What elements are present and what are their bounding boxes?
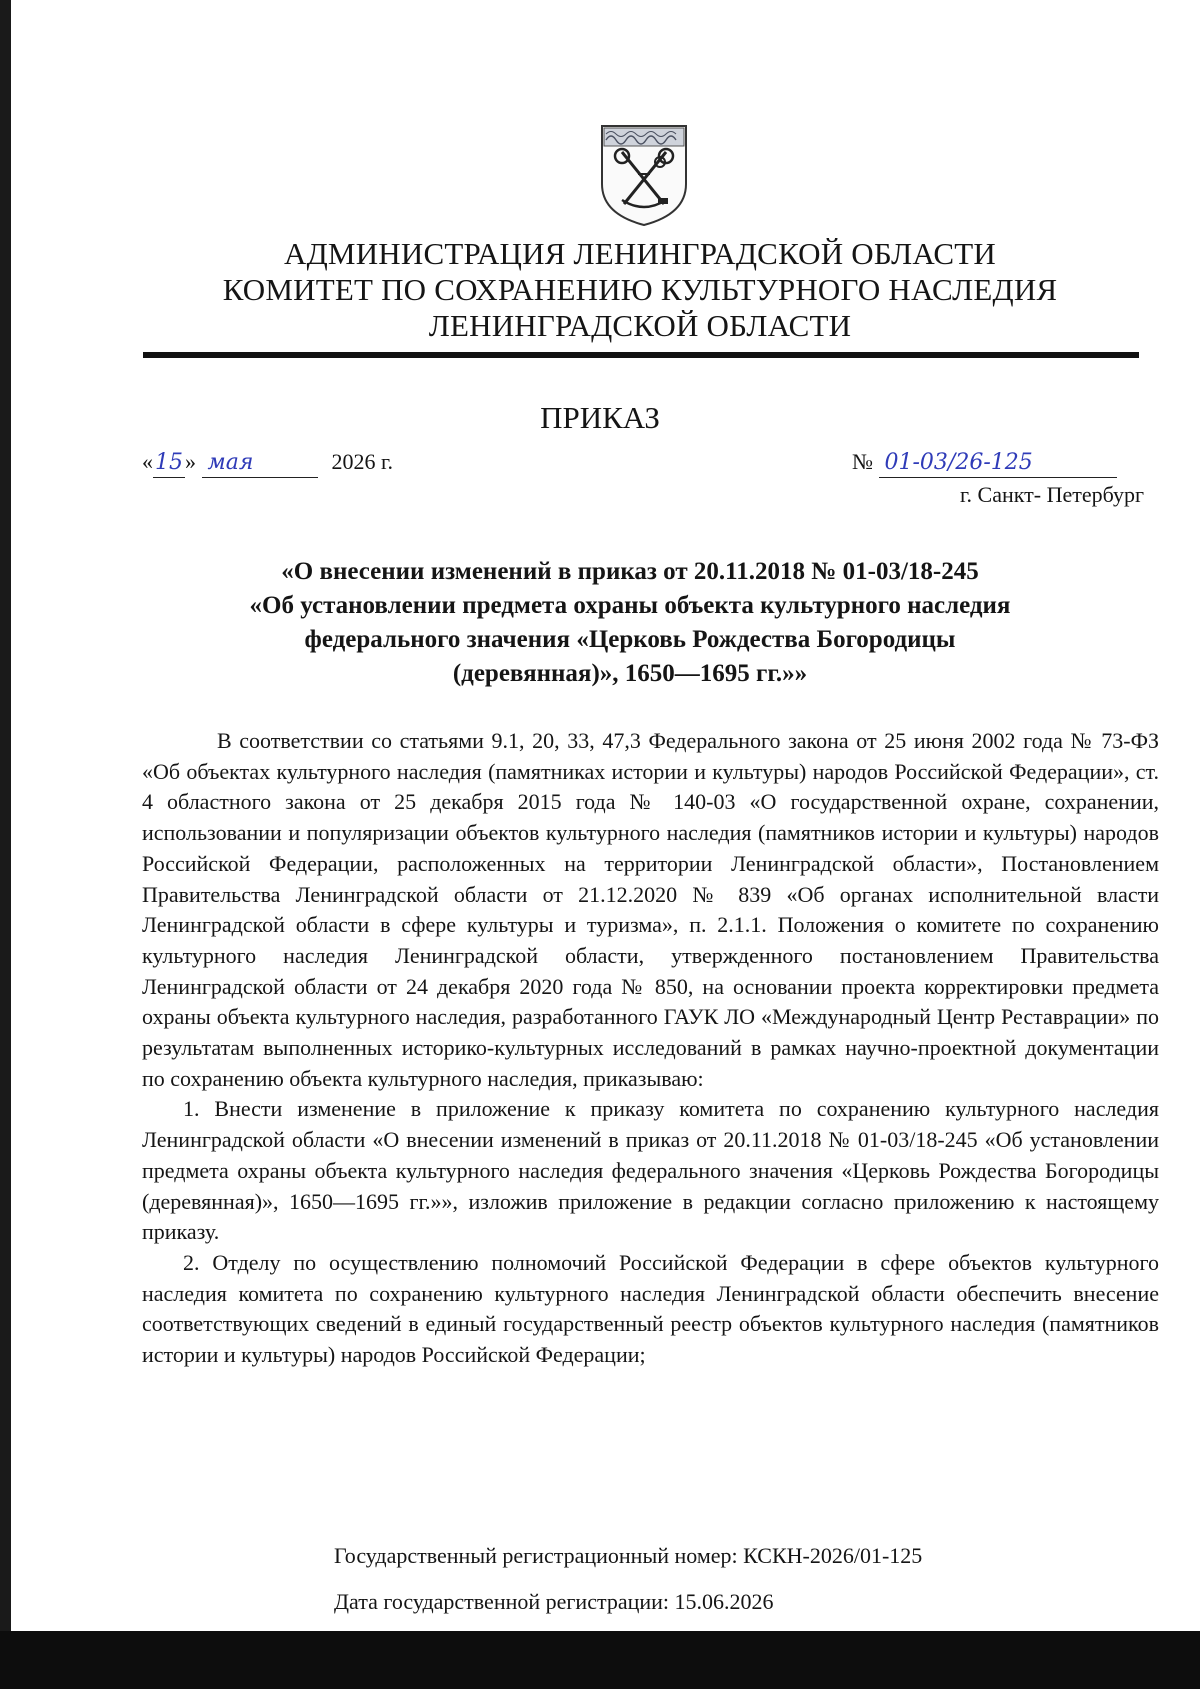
- date-day-handwritten: 15: [155, 450, 183, 475]
- org-name-line-3: ЛЕНИНГРАДСКОЙ ОБЛАСТИ: [428, 308, 852, 343]
- preamble-paragraph: В соответствии со статьями 9.1, 20, 33, 47,3 Федерального закона от 25 июня 2002 года № 73-ФЗ «Об объектах культурного наследия (памятниках истории и культуры) народов Российской Федерации», ст. 4 областного закона от 25 декабря 2015 года № 140-03 «О государственной охране, сохранении, использовании и популяризации объектов культурного наследия (памятников истории и культуры) народов Российской Федерации, расположенных на территории Ленинградской области», Постановлением Правительства Ленинградской области от 21.12.2020 № 839 «Об органах исполнительной власти Ленинградской области в сфере культуры и туризма», п. 2.1.1. Положения о комитете по сохранению культурного наследия Ленинградской области, утвержденного постановлением Правительства Ленинградской области от 24 декабря 2020 года № 850, на основании проекта корректировки предмета охраны объекта культурного наследия, разработанного ГАУК ЛО «Международный Центр Реставрации» по результатам выполненных историко-культурных исследований в рамках научно-проектной документации по сохранению объекта культурного наследия, приказываю:: [142, 728, 1159, 1091]
- scan-edge-left: [0, 0, 11, 1689]
- org-name-line-1: АДМИНИСТРАЦИЯ ЛЕНИНГРАДСКОЙ ОБЛАСТИ: [284, 236, 996, 271]
- title-line-1: «О внесении изменений в приказ от 20.11.2018 № 01-03/18-245: [281, 558, 979, 585]
- registration-date: Дата государственной регистрации: 15.06.2026: [334, 1589, 774, 1614]
- date-month-field: [202, 448, 318, 478]
- date-day-field: [153, 448, 185, 478]
- order-item-2: 2. Отделу по осуществлению полномочий Российской Федерации в сфере объектов культурного наследия комитета по сохранению культурного наследия Ленинградской области обеспечить внесение соответствующих сведений в единый государственный реестр объектов культурного наследия (памятников истории и культуры) народов Российской Федерации;: [142, 1249, 1159, 1368]
- registration-number: Государственный регистрационный номер: КСКН-2026/01-125: [334, 1543, 923, 1568]
- date-year: 2026 г.: [331, 449, 394, 474]
- document-number: [852, 448, 1117, 478]
- date-close-quote: »: [185, 449, 196, 474]
- org-name-line-2: КОМИТЕТ ПО СОХРАНЕНИЮ КУЛЬТУРНОГО НАСЛЕДИЯ: [222, 272, 1058, 307]
- document-type: ПРИКАЗ: [540, 400, 660, 435]
- coat-of-arms-icon: [598, 122, 690, 228]
- document-city: г. Санкт- Петербург: [959, 482, 1144, 507]
- date-month-handwritten: мая: [207, 450, 254, 475]
- number-prefix: №: [852, 449, 873, 474]
- scan-edge-bottom: [0, 1631, 1200, 1689]
- number-handwritten: 01-03/26-125: [884, 450, 1033, 475]
- title-line-2: «Об установлении предмета охраны объекта культурного наследия: [249, 592, 1011, 619]
- order-body: [142, 726, 1159, 1371]
- date-open-quote: «: [142, 449, 153, 474]
- order-item-1: 1. Внести изменение в приложение к приказу комитета по сохранению культурного наследия Ленинградской области «О внесении изменений в приказ от 20.11.2018 № 01-03/18-245 «Об установлении предмета охраны объекта культурного наследия федерального значения «Церковь Рождества Богородицы (деревянная)», 1650—1695 гг.»», изложив приложение в редакции согласно приложению к настоящему приказу.: [142, 1096, 1159, 1245]
- number-field: [879, 448, 1117, 478]
- title-line-4: (деревянная)», 1650—1695 гг.»»: [452, 660, 808, 687]
- title-line-3: федерального значения «Церковь Рождества Богородицы: [304, 626, 956, 653]
- order-title: [160, 555, 1100, 691]
- document-date: [142, 448, 393, 478]
- header-divider: [143, 352, 1139, 358]
